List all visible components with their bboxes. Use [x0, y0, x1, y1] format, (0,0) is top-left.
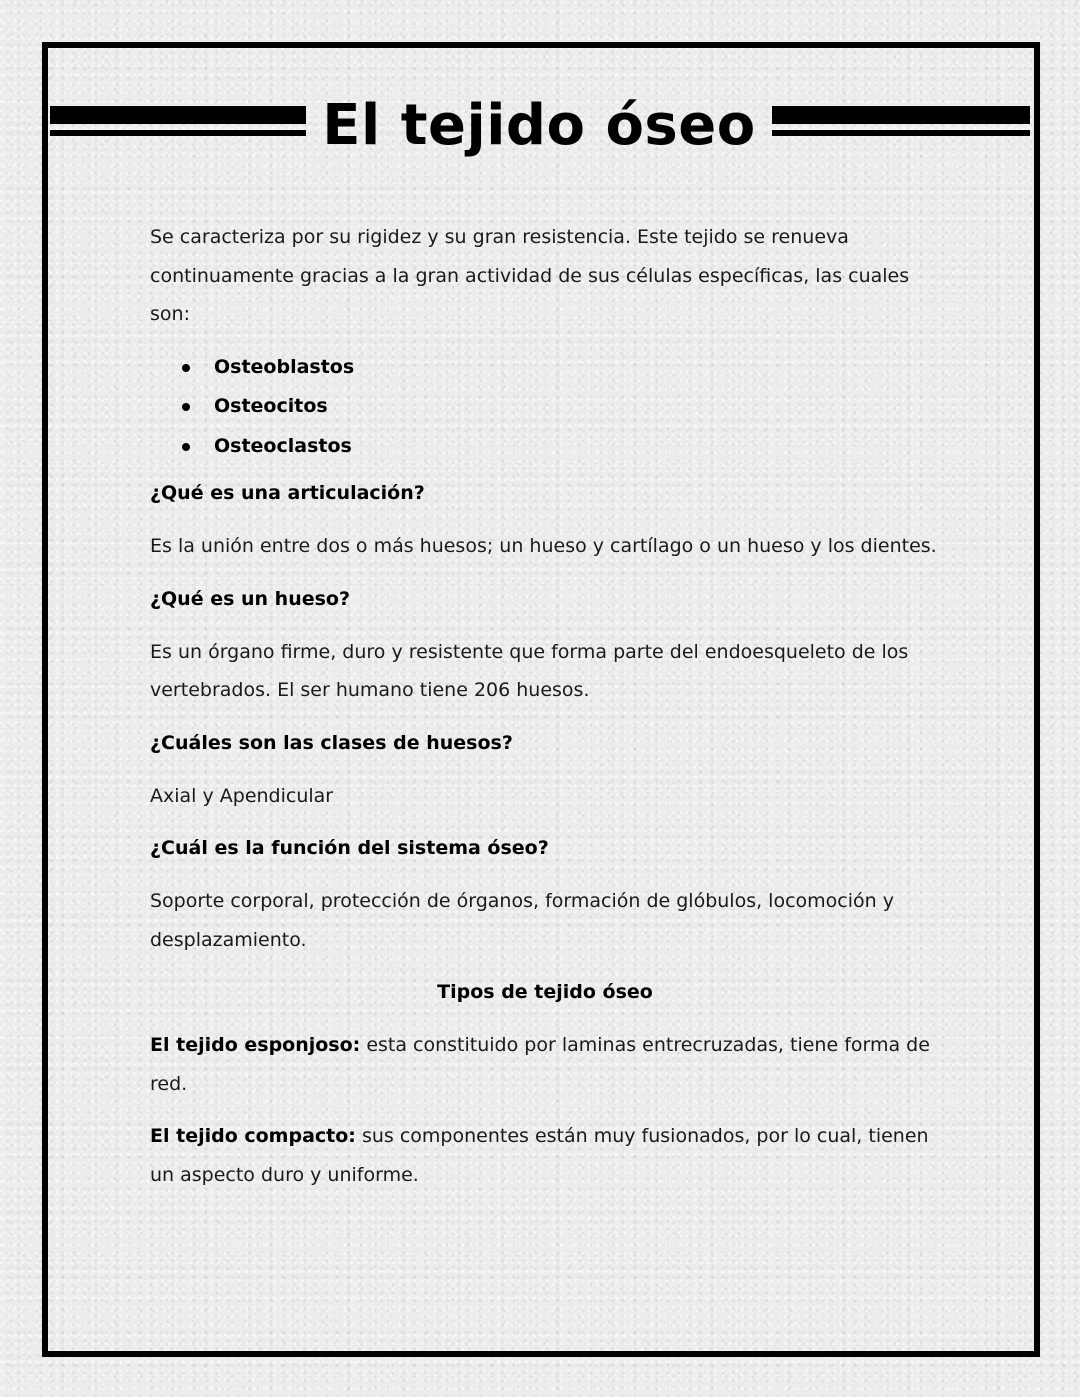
- tissue-type-term: El tejido esponjoso:: [150, 1034, 361, 1056]
- tissue-type-paragraph: [150, 1117, 940, 1194]
- bullet-icon: [182, 403, 190, 411]
- list-item: [150, 427, 940, 467]
- answer-paragraph: Axial y Apendicular: [150, 784, 334, 807]
- section-heading: Tipos de tejido óseo: [437, 981, 653, 1003]
- title-bars-right: [772, 106, 1030, 138]
- cell-list: [150, 348, 940, 467]
- tissue-type-term: El tejido compacto:: [150, 1125, 356, 1147]
- question-heading: ¿Cuál es la función del sistema óseo?: [150, 837, 549, 859]
- question-heading: ¿Cuáles son las clases de huesos?: [150, 731, 513, 754]
- answer-paragraph: Soporte corporal, protección de órganos, formación de glóbulos, locomoción y desplazamiento.: [150, 890, 894, 951]
- title-bar-thin: [50, 130, 306, 136]
- bullet-icon: [182, 364, 190, 372]
- tissue-type-paragraph: [150, 1026, 940, 1103]
- title-bar-thick: [772, 106, 1030, 124]
- title-bars-left: [50, 106, 306, 138]
- list-item: [150, 387, 940, 427]
- title-banner: [50, 88, 1030, 164]
- intro-paragraph: Se caracteriza por su rigidez y su gran resistencia. Este tejido se renueva continuamente gracias a la gran actividad de sus células específicas, las cuales son:: [150, 226, 910, 325]
- answer-paragraph: Es la unión entre dos o más huesos; un hueso y cartílago o un hueso y los dientes.: [150, 535, 937, 557]
- page-title: El tejido óseo: [322, 93, 756, 158]
- answer-paragraph: Es un órgano firme, duro y resistente que forma parte del endoesqueleto de los vertebrados. El ser humano tiene 206 huesos.: [150, 640, 909, 701]
- cell-name: Osteoblastos: [214, 355, 355, 378]
- cell-name: Osteocitos: [214, 395, 328, 417]
- bullet-icon: [182, 443, 190, 451]
- question-heading: ¿Qué es una articulación?: [150, 482, 425, 504]
- title-bar-thick: [50, 106, 306, 124]
- question-heading: ¿Qué es un hueso?: [150, 587, 351, 610]
- tissue-type-description: esta constituido por laminas entrecruzadas, tiene forma de red.: [150, 1034, 930, 1095]
- tissue-type-description: sus componentes están muy fusionados, por lo cual, tienen un aspecto duro y uniforme.: [150, 1125, 929, 1186]
- document-body: [150, 218, 940, 1208]
- cell-name: Osteoclastos: [214, 434, 352, 457]
- title-bar-thin: [772, 130, 1030, 136]
- list-item: [150, 348, 940, 388]
